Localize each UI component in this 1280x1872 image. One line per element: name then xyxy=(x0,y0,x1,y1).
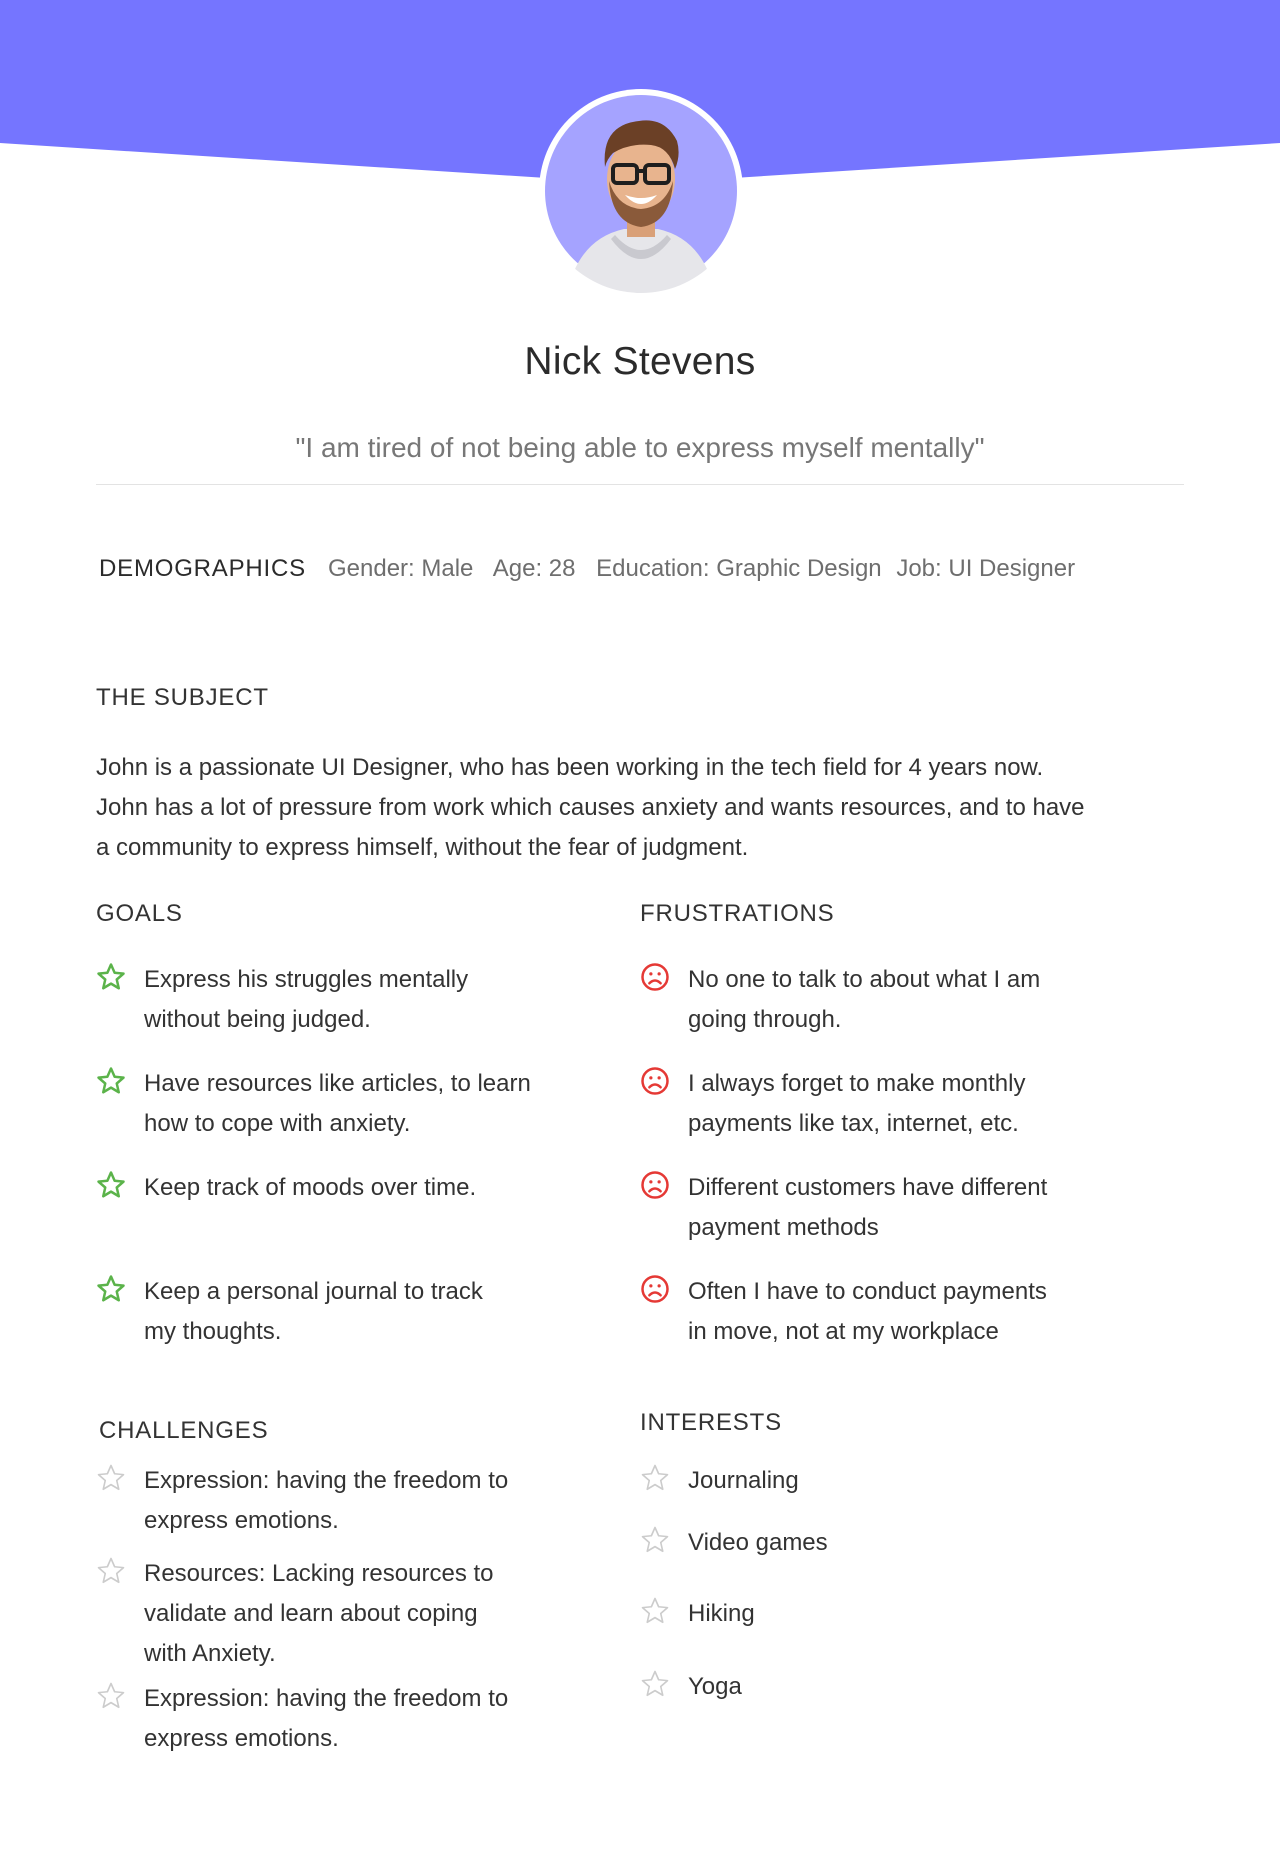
challenge-item-text xyxy=(144,1679,574,1759)
star-outline-icon xyxy=(96,1170,126,1200)
subject-line: John has a lot of pressure from work which causes anxiety and wants resources, and to have xyxy=(96,794,1085,821)
frustrations-title: FRUSTRATIONS xyxy=(640,900,835,927)
demographics-age: Age: 28 xyxy=(492,555,576,582)
star-outline-icon xyxy=(96,1066,126,1096)
challenge-item-line: Expression: having the freedom to xyxy=(144,1467,509,1494)
demographics-job: Job: UI Designer xyxy=(896,555,1076,582)
subject-title: THE SUBJECT xyxy=(96,684,269,711)
challenges-title: CHALLENGES xyxy=(99,1417,269,1444)
star-outline-icon xyxy=(96,1463,126,1493)
subject-line: John is a passionate UI Designer, who has been working in the tech field for 4 years now. xyxy=(96,754,1044,781)
goals-title: GOALS xyxy=(96,900,183,927)
challenge-item-text xyxy=(144,1554,574,1674)
avatar xyxy=(539,89,743,293)
frustration-item-line: Different customers have different xyxy=(688,1174,1048,1201)
interest-item-line: Yoga xyxy=(688,1673,742,1700)
frustration-item-line: No one to talk to about what I am xyxy=(688,966,1041,993)
goal-item-line: how to cope with anxiety. xyxy=(144,1110,411,1137)
star-outline-icon xyxy=(640,1463,670,1493)
persona-name: Nick Stevens xyxy=(524,340,756,383)
star-outline-icon xyxy=(96,1556,126,1586)
frustration-item-line: payments like tax, internet, etc. xyxy=(688,1110,1019,1137)
demographics-gender: Gender: Male xyxy=(328,555,474,582)
interest-item-text xyxy=(688,1594,1118,1634)
frustration-item-line: going through. xyxy=(688,1006,842,1033)
challenge-item-line: express emotions. xyxy=(144,1725,339,1752)
frustration-item-line: in move, not at my workplace xyxy=(688,1318,999,1345)
goal-item-line: my thoughts. xyxy=(144,1318,282,1345)
goal-item-line: Keep a personal journal to track xyxy=(144,1278,483,1305)
goal-item-line: Keep track of moods over time. xyxy=(144,1174,477,1201)
frustration-item-line: payment methods xyxy=(688,1214,879,1241)
star-outline-icon xyxy=(96,1681,126,1711)
goal-item-line: without being judged. xyxy=(144,1006,371,1033)
sad-face-icon xyxy=(640,1274,670,1304)
challenge-item-text xyxy=(144,1461,574,1541)
star-outline-icon xyxy=(96,962,126,992)
interests-title: INTERESTS xyxy=(640,1409,782,1436)
challenge-item-line: with Anxiety. xyxy=(144,1640,276,1667)
star-outline-icon xyxy=(640,1596,670,1626)
subject-line: a community to express himself, without the fear of judgment. xyxy=(96,834,749,861)
goal-item-text xyxy=(144,960,574,1040)
sad-face-icon xyxy=(640,962,670,992)
goal-item-text xyxy=(144,1168,574,1208)
interest-item-line: Journaling xyxy=(688,1467,799,1494)
persona-quote: "I am tired of not being able to express myself mentally" xyxy=(295,432,985,463)
challenge-item-line: express emotions. xyxy=(144,1507,339,1534)
demographics-education: Education: Graphic Design xyxy=(596,555,882,582)
demographics-label: DEMOGRAPHICS xyxy=(99,555,306,582)
interest-item-line: Video games xyxy=(688,1529,828,1556)
divider xyxy=(96,484,1184,485)
demographics-values xyxy=(328,555,1089,583)
star-outline-icon xyxy=(640,1669,670,1699)
goal-item-text xyxy=(144,1064,574,1144)
star-outline-icon xyxy=(640,1525,670,1555)
frustration-item-text xyxy=(688,1168,1118,1248)
frustration-item-text xyxy=(688,1272,1118,1352)
goal-item-line: Express his struggles mentally xyxy=(144,966,469,993)
interest-item-text xyxy=(688,1667,1118,1707)
sad-face-icon xyxy=(640,1170,670,1200)
frustration-item-line: Often I have to conduct payments xyxy=(688,1278,1047,1305)
frustration-item-text xyxy=(688,1064,1118,1144)
interest-item-text xyxy=(688,1461,1118,1501)
interest-item-text xyxy=(688,1523,1118,1563)
goal-item-line: Have resources like articles, to learn xyxy=(144,1070,531,1097)
goal-item-text xyxy=(144,1272,574,1352)
sad-face-icon xyxy=(640,1066,670,1096)
star-outline-icon xyxy=(96,1274,126,1304)
subject-text xyxy=(96,748,1196,868)
frustration-item-line: I always forget to make monthly xyxy=(688,1070,1026,1097)
challenge-item-line: Resources: Lacking resources to xyxy=(144,1560,494,1587)
challenge-item-line: validate and learn about coping xyxy=(144,1600,478,1627)
frustration-item-text xyxy=(688,960,1118,1040)
interest-item-line: Hiking xyxy=(688,1600,755,1627)
challenge-item-line: Expression: having the freedom to xyxy=(144,1685,509,1712)
